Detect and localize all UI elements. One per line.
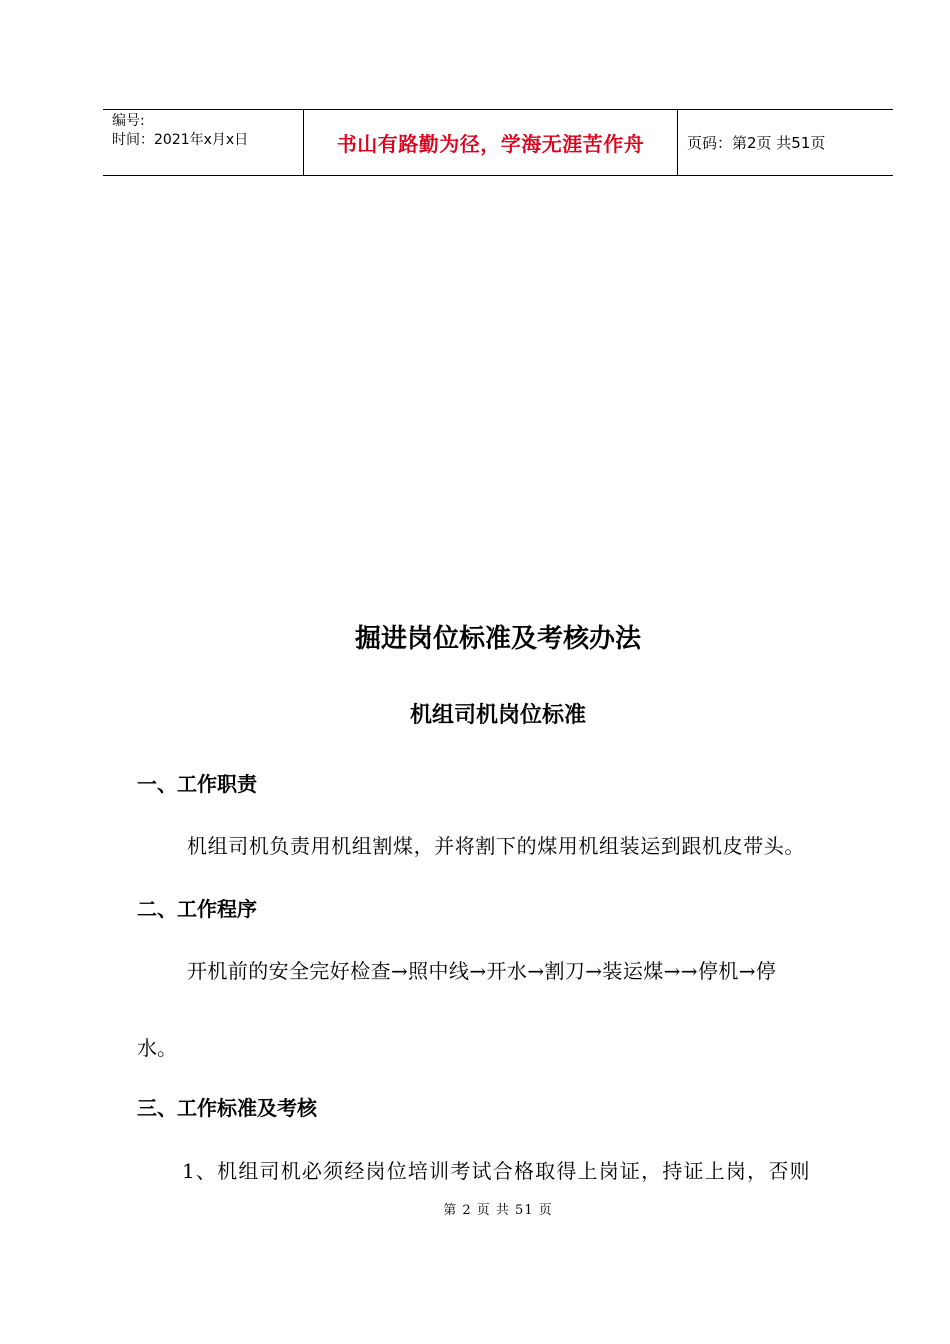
section-heading-standards: 三、工作标准及考核: [137, 1096, 317, 1120]
document-title: 掘进岗位标准及考核办法: [354, 624, 641, 654]
section-paragraph: 开机前的安全完好检查→照中线→开水→割刀→装运煤→→停机→停: [187, 959, 777, 983]
document-header: [103, 109, 893, 176]
header-page-info: 页码：第2页 共51页: [687, 134, 826, 152]
header-page-cell: [678, 110, 893, 175]
header-motto-cell: [304, 110, 678, 175]
page-footer: 第 2 页 共 51 页: [443, 1203, 553, 1218]
document-code-label: 编号:: [112, 113, 145, 129]
section-paragraph-continuation: 水。: [137, 1036, 177, 1060]
document-subtitle: 机组司机岗位标准: [409, 702, 586, 728]
header-meta-cell: [103, 110, 304, 175]
section-paragraph: 1、机组司机必须经岗位培训考试合格取得上岗证，持证上岗，否则: [182, 1159, 811, 1183]
header-motto: 书山有路勤为径，学海无涯苦作舟: [336, 132, 645, 156]
section-heading-procedure: 二、工作程序: [137, 897, 257, 921]
document-date: 时间：2021年x月x日: [112, 132, 249, 148]
section-heading-duties: 一、工作职责: [137, 772, 257, 796]
section-paragraph: 机组司机负责用机组割煤，并将割下的煤用机组装运到跟机皮带头。: [187, 834, 805, 858]
